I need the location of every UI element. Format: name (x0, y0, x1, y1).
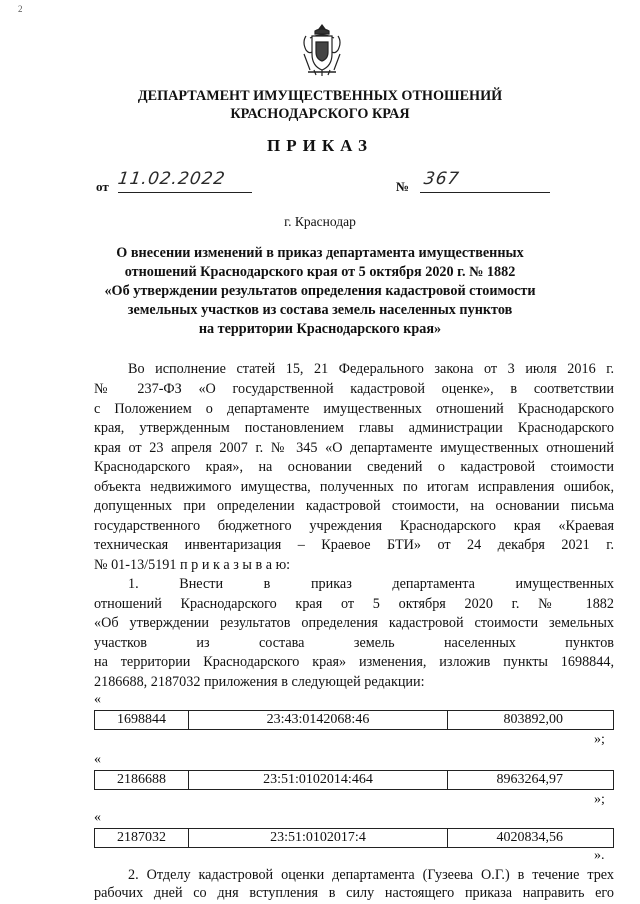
preamble-line: государственного бюджетного учреждения Краснодарского края «Краевая (94, 518, 614, 534)
preamble-line: Во исполнение статей 15, 21 Федерального закона от 3 июля 2016 г. (128, 361, 614, 377)
preamble-line: техническая инвентаризация – Краевое БТИ» от 24 декабря 2021 г. (94, 537, 614, 553)
preamble-line: объекта недвижимого имущества, полученных по итогам исправления ошибок, (94, 479, 614, 495)
item1-line: участков из состава земель населенных пунктов (94, 635, 614, 651)
cadastral-table-row (94, 710, 614, 730)
quote-close: »; (594, 792, 605, 807)
preamble-line: с Положением о департаменте имущественных отношений Краснодарского (94, 401, 614, 417)
quote-close: »; (594, 732, 605, 747)
item2-line: 2. Отделу кадастровой оценки департамента (Гузеева О.Г.) в течение трех (128, 867, 614, 883)
row-number: 2187032 (95, 829, 189, 848)
cadastral-number: 23:51:0102017:4 (189, 829, 448, 848)
cadastral-table-row (94, 770, 614, 790)
number-handwritten: 367 (422, 169, 461, 189)
title-line: земельных участков из состава земель населенных пунктов (127, 302, 513, 318)
date-label: от (96, 179, 109, 194)
preamble-line: № 237-ФЗ «О государственной кадастровой оценке», в соответствии (94, 381, 614, 397)
order-title (0, 244, 640, 339)
preamble-line: Краснодарского края», на основании сведений о кадастровой стоимости (94, 459, 614, 475)
item1-line: 1. Внести в приказ департамента имущественных (128, 576, 614, 592)
city: г. Краснодар (284, 214, 356, 229)
title-line: отношений Краснодарского края от 5 октября 2020 г. № 1882 (124, 264, 516, 280)
preamble-line: № 01-13/5191 п р и к а з ы в а ю: (94, 557, 291, 573)
item1-line: отношений Краснодарского края от 5 октября 2020 г. № 1882 (94, 596, 614, 612)
page-corner-mark: 2 (18, 4, 23, 14)
date-handwritten: 11.02.2022 (116, 169, 227, 189)
document-type: ПРИКАЗ (267, 136, 373, 155)
item1-line: «Об утверждении результатов определения кадастровой стоимости земельных (94, 615, 614, 631)
cadastral-number: 23:51:0102014:464 (189, 771, 448, 790)
cadastral-value: 4020834,56 (448, 829, 614, 848)
title-line: на территории Краснодарского края» (198, 321, 442, 337)
preamble-line: края, утвержденным постановлением главы администрации Краснодарского (94, 420, 614, 436)
cadastral-table-row (94, 828, 614, 848)
quote-open: « (94, 692, 101, 707)
item1-line: на территории Краснодарского края» изменения, изложив пункты 1698844, (94, 654, 614, 670)
quote-open: « (94, 810, 101, 825)
cadastral-value: 803892,00 (448, 711, 614, 730)
department-name-line1: ДЕПАРТАМЕНТ ИМУЩЕСТВЕННЫХ ОТНОШЕНИЙ (137, 88, 503, 104)
cadastral-value: 8963264,97 (448, 771, 614, 790)
quote-open: « (94, 752, 101, 767)
preamble-line: допущенных при определении кадастровой стоимости, на основании письма (94, 498, 614, 514)
number-label: № (396, 179, 410, 194)
quote-close: ». (594, 848, 605, 863)
title-line: «Об утверждении результатов определения кадастровой стоимости (104, 283, 536, 299)
row-number: 2186688 (95, 771, 189, 790)
preamble-line: края от 23 апреля 2007 г. № 345 «О департаменте имущественных отношений (94, 440, 614, 456)
item1-line: 2186688, 2187032 приложения в следующей редакции: (94, 674, 425, 690)
department-name-line2: КРАСНОДАРСКОГО КРАЯ (230, 106, 410, 122)
title-line: О внесении изменений в приказ департамента имущественных (116, 245, 524, 261)
item2-line: рабочих дней со дня вступления в силу настоящего приказа направить его (94, 885, 614, 901)
row-number: 1698844 (95, 711, 189, 730)
cadastral-number: 23:43:0142068:46 (189, 711, 448, 730)
coat-of-arms-icon (300, 22, 344, 78)
